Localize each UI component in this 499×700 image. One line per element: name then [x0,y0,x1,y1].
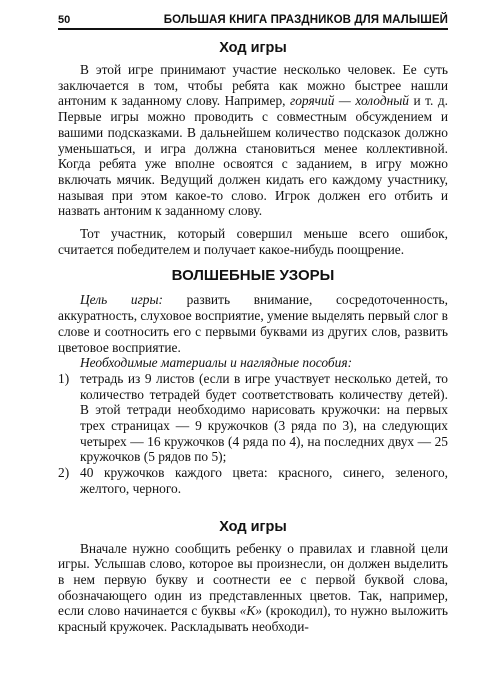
example-words: горячий — холодный [290,93,410,109]
section-heading-magic-patterns: ВОЛШЕБНЫЕ УЗОРЫ [171,267,335,285]
page-header [58,14,448,30]
materials-list [58,371,448,497]
paragraph-instructions: Вначале нужно сообщить ребенку о правилах и главной цели игры. Услышав слово, которое вы произнесли, он должен выделить в нем первую букву и соотнести ее с первой буквой слова, обозначающего один из представленных цветов. Так, например, если слово начинается с буквы «К» (крокодил), то нужно выложить красный кружочек. Раскладывать необходи- [58,540,448,635]
letter-example: «К» [239,603,262,619]
list-item: 2) 40 кружочков каждого цвета: красного, синего, зеленого, желтого, черного. [58,465,448,496]
section-heading-game-flow: Ход игры [219,40,287,56]
book-page [58,14,448,635]
section-heading-game-flow-2: Ход игры [219,518,287,535]
paragraph-winner: Тот участник, который совершил меньше всего ошибок, считается победителем и получает какое-нибудь поощрение. [58,226,448,257]
running-title: БОЛЬШАЯ КНИГА ПРАЗДНИКОВ ДЛЯ МАЛЫШЕЙ [163,14,448,26]
paragraph-rules: В этой игре принимают участие несколько человек. Ее суть заключается в том, чтобы ребята как можно быстрее нашли антоним к заданному слову. Например, горячий — холодный и т. д. Первые игры можно проводить с совместным обсуждением и вашими подсказками. В дальнейшем количество подсказок должно уменьшаться, и игра должна становиться менее коллективной. Когда ребята уже вполне освоятся с заданием, в игру можно включать мячик. Ведущий должен кидать его каждому участнику, называя при этом какое-то слово. Игрок должен его отбить и назвать антоним к заданному слову. [58,62,449,219]
goal-label: Цель игры: [80,292,164,308]
page-number: 50 [58,14,71,26]
list-item: 1) тетрадь из 9 листов (если в игре участвует несколько детей, то количество тетрадей будет соответствовать количеству детей). В этой тетради необходимо нарисовать кружочки: на первых трех страницах — 9 кружочков (3 ряда по 3), на следующих четырех — 16 кружочков (4 ряда по 4), на последних двух — 25 кружочков (5 рядов по 5); [58,370,448,465]
paragraph-goal: Цель игры: развить внимание, сосредоточенность, аккуратность, слуховое восприятие, умение выделять первый слог в слове и соотносить его с первыми буквами из других слов, развить цветовое восприятие. [58,292,448,355]
materials-label: Необходимые материалы и наглядные пособия: [80,355,353,371]
